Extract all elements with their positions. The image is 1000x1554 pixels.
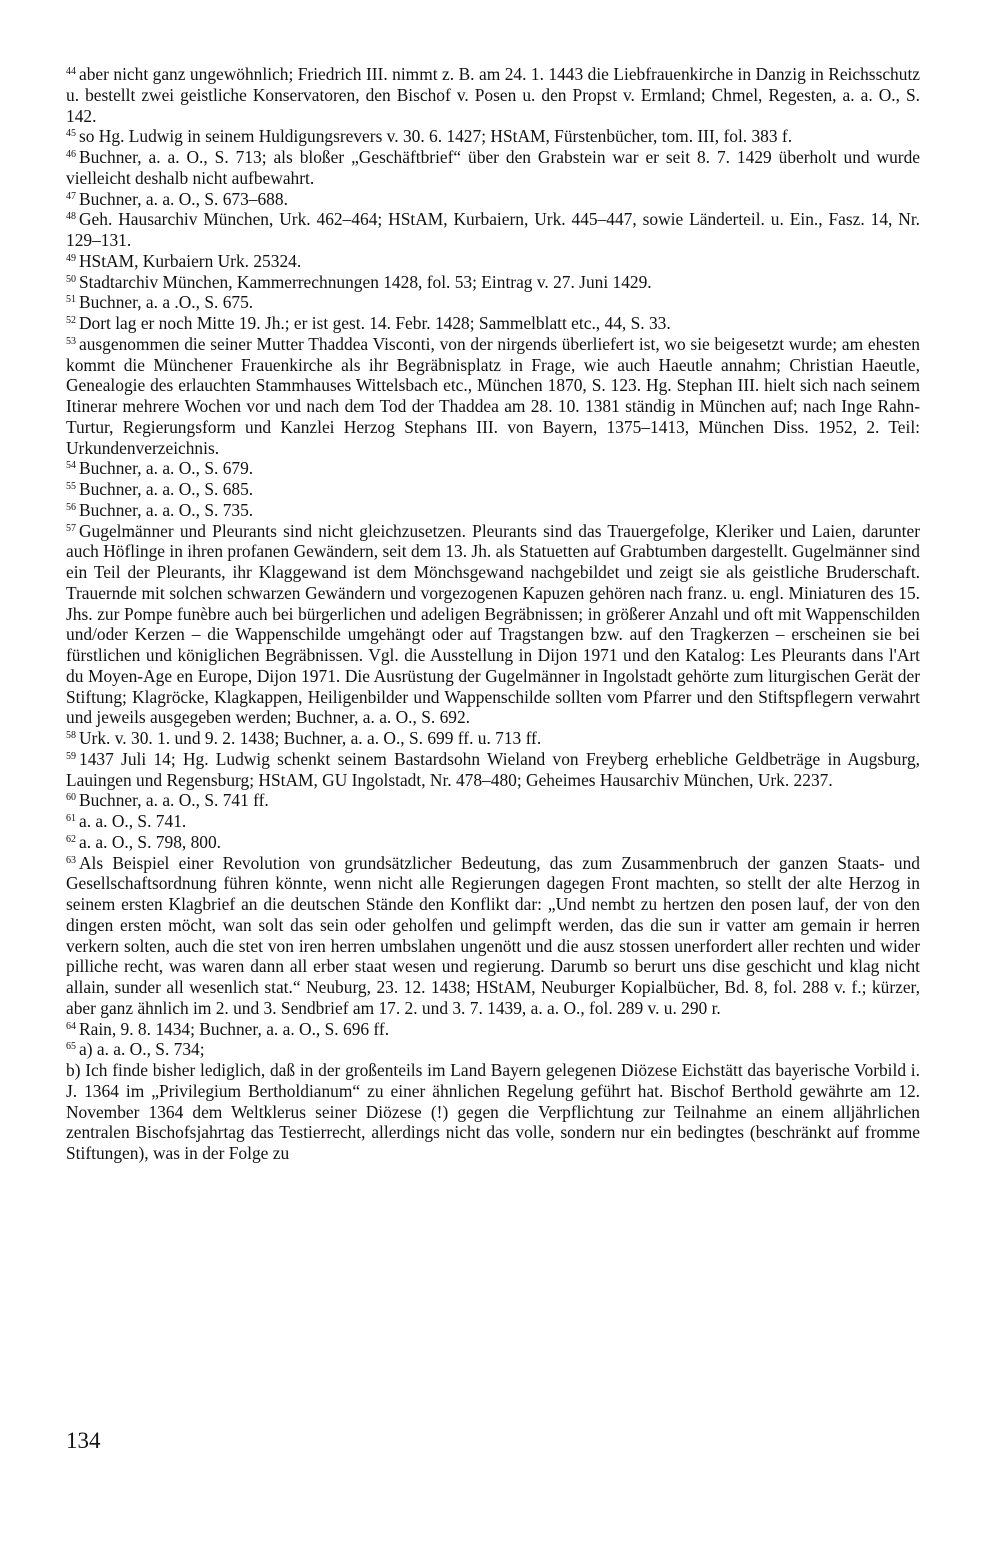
footnote-65: [66, 1039, 920, 1164]
footnote-60: [66, 790, 920, 811]
footnote-text: Dort lag er noch Mitte 19. Jh.; er ist gest. 14. Febr. 1428; Sammelblatt etc., 44, S. 33.: [79, 313, 671, 333]
footnote-text: Geh. Hausarchiv München, Urk. 462–464; HStAM, Kurbaiern, Urk. 445–447, sowie Länderteil. u. Ein., Fasz. 14, Nr. 129–131.: [66, 209, 920, 250]
footnote-number: 60: [66, 792, 76, 804]
footnote-text: Stadtarchiv München, Kammerrechnungen 1428, fol. 53; Eintrag v. 27. Juni 1429.: [79, 271, 652, 292]
footnote-text: a) a. a. O., S. 734; b) Ich finde bisher lediglich, daß in der großenteils im Land Bayern gelegenen Diözese Eichstätt das bayerische Vorbild i. J. 1364 im „Privilegium Bertholdianum“ zu einer ähnlichen Regelung geführt hat. Bischof Berthold gewährte am 12. November 1364 dem Weltklerus seiner Diözese (!) gegen die Verpflichtung zur Teilnahme an einem alljährlichen zentralen Bischofsjahrtag das Testierrecht, allerdings nicht das volle, sondern nur ein bedingtes (beschränkt auf fromme Stiftungen), was in der Folge zu: [66, 1039, 920, 1163]
footnote-49: [66, 251, 920, 272]
footnote-64: [66, 1019, 920, 1040]
footnote-number: 45: [66, 128, 76, 140]
footnotes-block: [66, 64, 920, 1164]
footnote-text: Urk. v. 30. 1. und 9. 2. 1438; Buchner, a. a. O., S. 699 ff. u. 713 ff.: [79, 728, 542, 748]
footnote-text: Buchner, a. a .O., S. 675.: [79, 292, 254, 313]
footnote-number: 61: [66, 813, 76, 824]
footnote-59: [66, 749, 920, 791]
footnote-text: a. a. O., S. 798, 800.: [79, 831, 222, 852]
footnote-58: [66, 728, 920, 749]
footnote-56: [66, 500, 920, 521]
footnote-text: Buchner, a. a. O., S. 741 ff.: [79, 790, 269, 811]
footnote-text: Rain, 9. 8. 1434; Buchner, a. a. O., S. 696 ff.: [79, 1018, 390, 1039]
footnote-number: 50: [66, 273, 76, 285]
footnote-number: 51: [66, 294, 76, 306]
page-number: 134: [66, 1428, 101, 1453]
footnote-text: Buchner, a. a. O., S. 679.: [79, 458, 254, 479]
footnote-number: 49: [66, 252, 76, 264]
footnote-text: Buchner, a. a. O., S. 685.: [79, 479, 254, 499]
footnote-number: 62: [66, 833, 76, 845]
footnote-text: a. a. O., S. 741.: [79, 811, 187, 831]
footnote-number: 64: [66, 1020, 76, 1032]
footnote-number: 55: [66, 481, 76, 492]
footnote-text: aber nicht ganz ungewöhnlich; Friedrich III. nimmt z. B. am 24. 1. 1443 die Liebfrauenkirche in Danzig in Reichsschutz u. bestellt zwei geistliche Konservatoren, den Bischof v. Posen u. den Propst v. Ermland; Chmel, Regesten, a. a. O., S. 142.: [66, 64, 920, 126]
footnote-53: [66, 334, 920, 459]
footnote-text: so Hg. Ludwig in seinem Huldigungsrevers v. 30. 6. 1427; HStAM, Fürstenbücher, tom. III, fol. 383 f.: [79, 126, 793, 147]
footnote-62: [66, 832, 920, 853]
footnote-text: Buchner, a. a. O., S. 713; als bloßer „Geschäftbrief“ über den Grabstein war er seit 8. 7. 1429 überholt und wurde vielleicht deshalb nicht aufbewahrt.: [66, 147, 920, 188]
footnote-text: 1437 Juli 14; Hg. Ludwig schenkt seinem Bastardsohn Wieland von Freyberg erhebliche Geldbeträge in Augsburg, Lauingen und Regensburg; HStAM, GU Ingolstadt, Nr. 478–480; Geheimes Hausarchiv München, Urk. 2237.: [66, 748, 920, 790]
footnote-45: [66, 126, 920, 147]
footnote-text: Buchner, a. a. O., S. 735.: [79, 499, 254, 520]
footnote-54: [66, 458, 920, 479]
footnote-48: [66, 209, 920, 251]
footnote-number: 44: [66, 66, 76, 77]
footnote-number: 56: [66, 501, 76, 513]
footnote-number: 47: [66, 190, 76, 202]
footnote-text: Als Beispiel einer Revolution von grundsätzlicher Bedeutung, das zum Zusammenbruch der ganzen Staats- und Gesellschaftsordnung führen könnte, wenn nicht alle Regierungen dagegen Front machten, so stellt der alte Herzog in seinem ersten Klagbrief an die deutschen Stände den Konflikt dar: „Und nembt zu hertzen den posen lauf, der von den dingen ersten möcht, wan solt das sein oder geholfen und gelimpft werden, das die sun ir vatter am gemain ir herren verkern solten, auch die stet von iren herren umbslahen ungenött und die ausz stossen unerfordert aller rechten und wider pilliche recht, was waren dann all erber staat wesen und regierung. Darumb so berurt uns dise geschicht und klag nicht allain, sunder all wesenlich stat.“ Neuburg, 23. 12. 1438; HStAM, Neuburger Kopialbücher, Bd. 8, fol. 288 v. f.; kürzer, aber ganz ähnlich im 2. und 3. Sendbrief am 17. 2. und 3. 7. 1439, a. a. O., fol. 289 v. u. 290 r.: [66, 852, 920, 1018]
footnote-52: [66, 313, 920, 334]
footnote-51: [66, 292, 920, 313]
footnote-50: [66, 272, 920, 293]
footnote-number: 48: [66, 211, 76, 223]
footnote-57: [66, 521, 920, 729]
footnote-text: ausgenommen die seiner Mutter Thaddea Visconti, von der nirgends überliefert ist, wo sie beigesetzt wurde; am ehesten kommt die Münchener Frauenkirche als ihr Begräbnisplatz in Frage, wie auch Haeutle annahm; Christian Haeutle, Genealogie des erlauchten Stammhauses Wittelsbach etc., München 1870, S. 123. Hg. Stephan III. hielt sich nach seinem Itinerar mehrere Wochen vor und nach dem Tod der Thaddea am 28. 10. 1381 ständig in München auf; nach Inge Rahn-Turtur, Regierungsform und Kanzlei Herzog Stephans III. von Bayern, 1375–1413, München Diss. 1952, 2. Teil: Urkundenverzeichnis.: [66, 333, 920, 458]
footnote-55: [66, 479, 920, 500]
footnote-text: Buchner, a. a. O., S. 673–688.: [79, 188, 288, 209]
footnote-number: 52: [66, 315, 76, 326]
footnote-47: [66, 189, 920, 210]
footnote-46: [66, 147, 920, 189]
footnote-text: Gugelmänner und Pleurants sind nicht gleichzusetzen. Pleurants sind das Trauergefolge, Kleriker und Laien, darunter auch Höflinge in ihren profanen Gewändern, seit dem 13. Jh. als Statuetten auf Grabtumben dargestellt. Gugelmänner sind ein Teil der Pleurants, ihr Klaggewand ist dem Mönchsgewand nachgebildet und zeigt sie als geistliche Bruderschaft. Trauernde mit solchen schwarzen Gewändern und vorgezogenen Kapuzen gehören nach franz. u. engl. Miniaturen des 15. Jhs. zur Pompe funèbre auch bei bürgerlichen und adeligen Begräbnissen; in größerer Anzahl und oft mit Wappenschilden und/oder Kerzen – die Wappenschilde umgehängt oder auf Tragstangen bzw. auf den Tragkerzen – erscheinen sie bei fürstlichen und königlichen Begräbnissen. Vgl. die Ausstellung in Dijon 1971 und den Katalog: Les Pleurants dans l'Art du Moyen-Age en Europe, Dijon 1971. Die Ausrüstung der Gugelmänner in Ingolstadt gehörte zum liturgischen Gerät der Stiftung; Klagröcke, Klagkappen, Heiligenbilder und Wappenschilde sollten vom Pfarrer und den Stiftspflegern verwahrt und jeweils ausgegeben werden; Buchner, a. a. O., S. 692.: [66, 520, 920, 728]
footnote-number: 63: [66, 854, 76, 866]
footnote-number: 53: [66, 335, 76, 347]
footnote-number: 58: [66, 730, 76, 741]
footnote-number: 59: [66, 750, 76, 762]
footnote-text: HStAM, Kurbaiern Urk. 25324.: [79, 250, 302, 271]
footnote-number: 65: [66, 1041, 76, 1053]
footnote-44: [66, 64, 920, 126]
footnote-number: 54: [66, 460, 76, 472]
footnote-number: 57: [66, 522, 76, 534]
footnote-number: 46: [66, 149, 76, 160]
footnote-63: [66, 853, 920, 1019]
footnote-61: [66, 811, 920, 832]
